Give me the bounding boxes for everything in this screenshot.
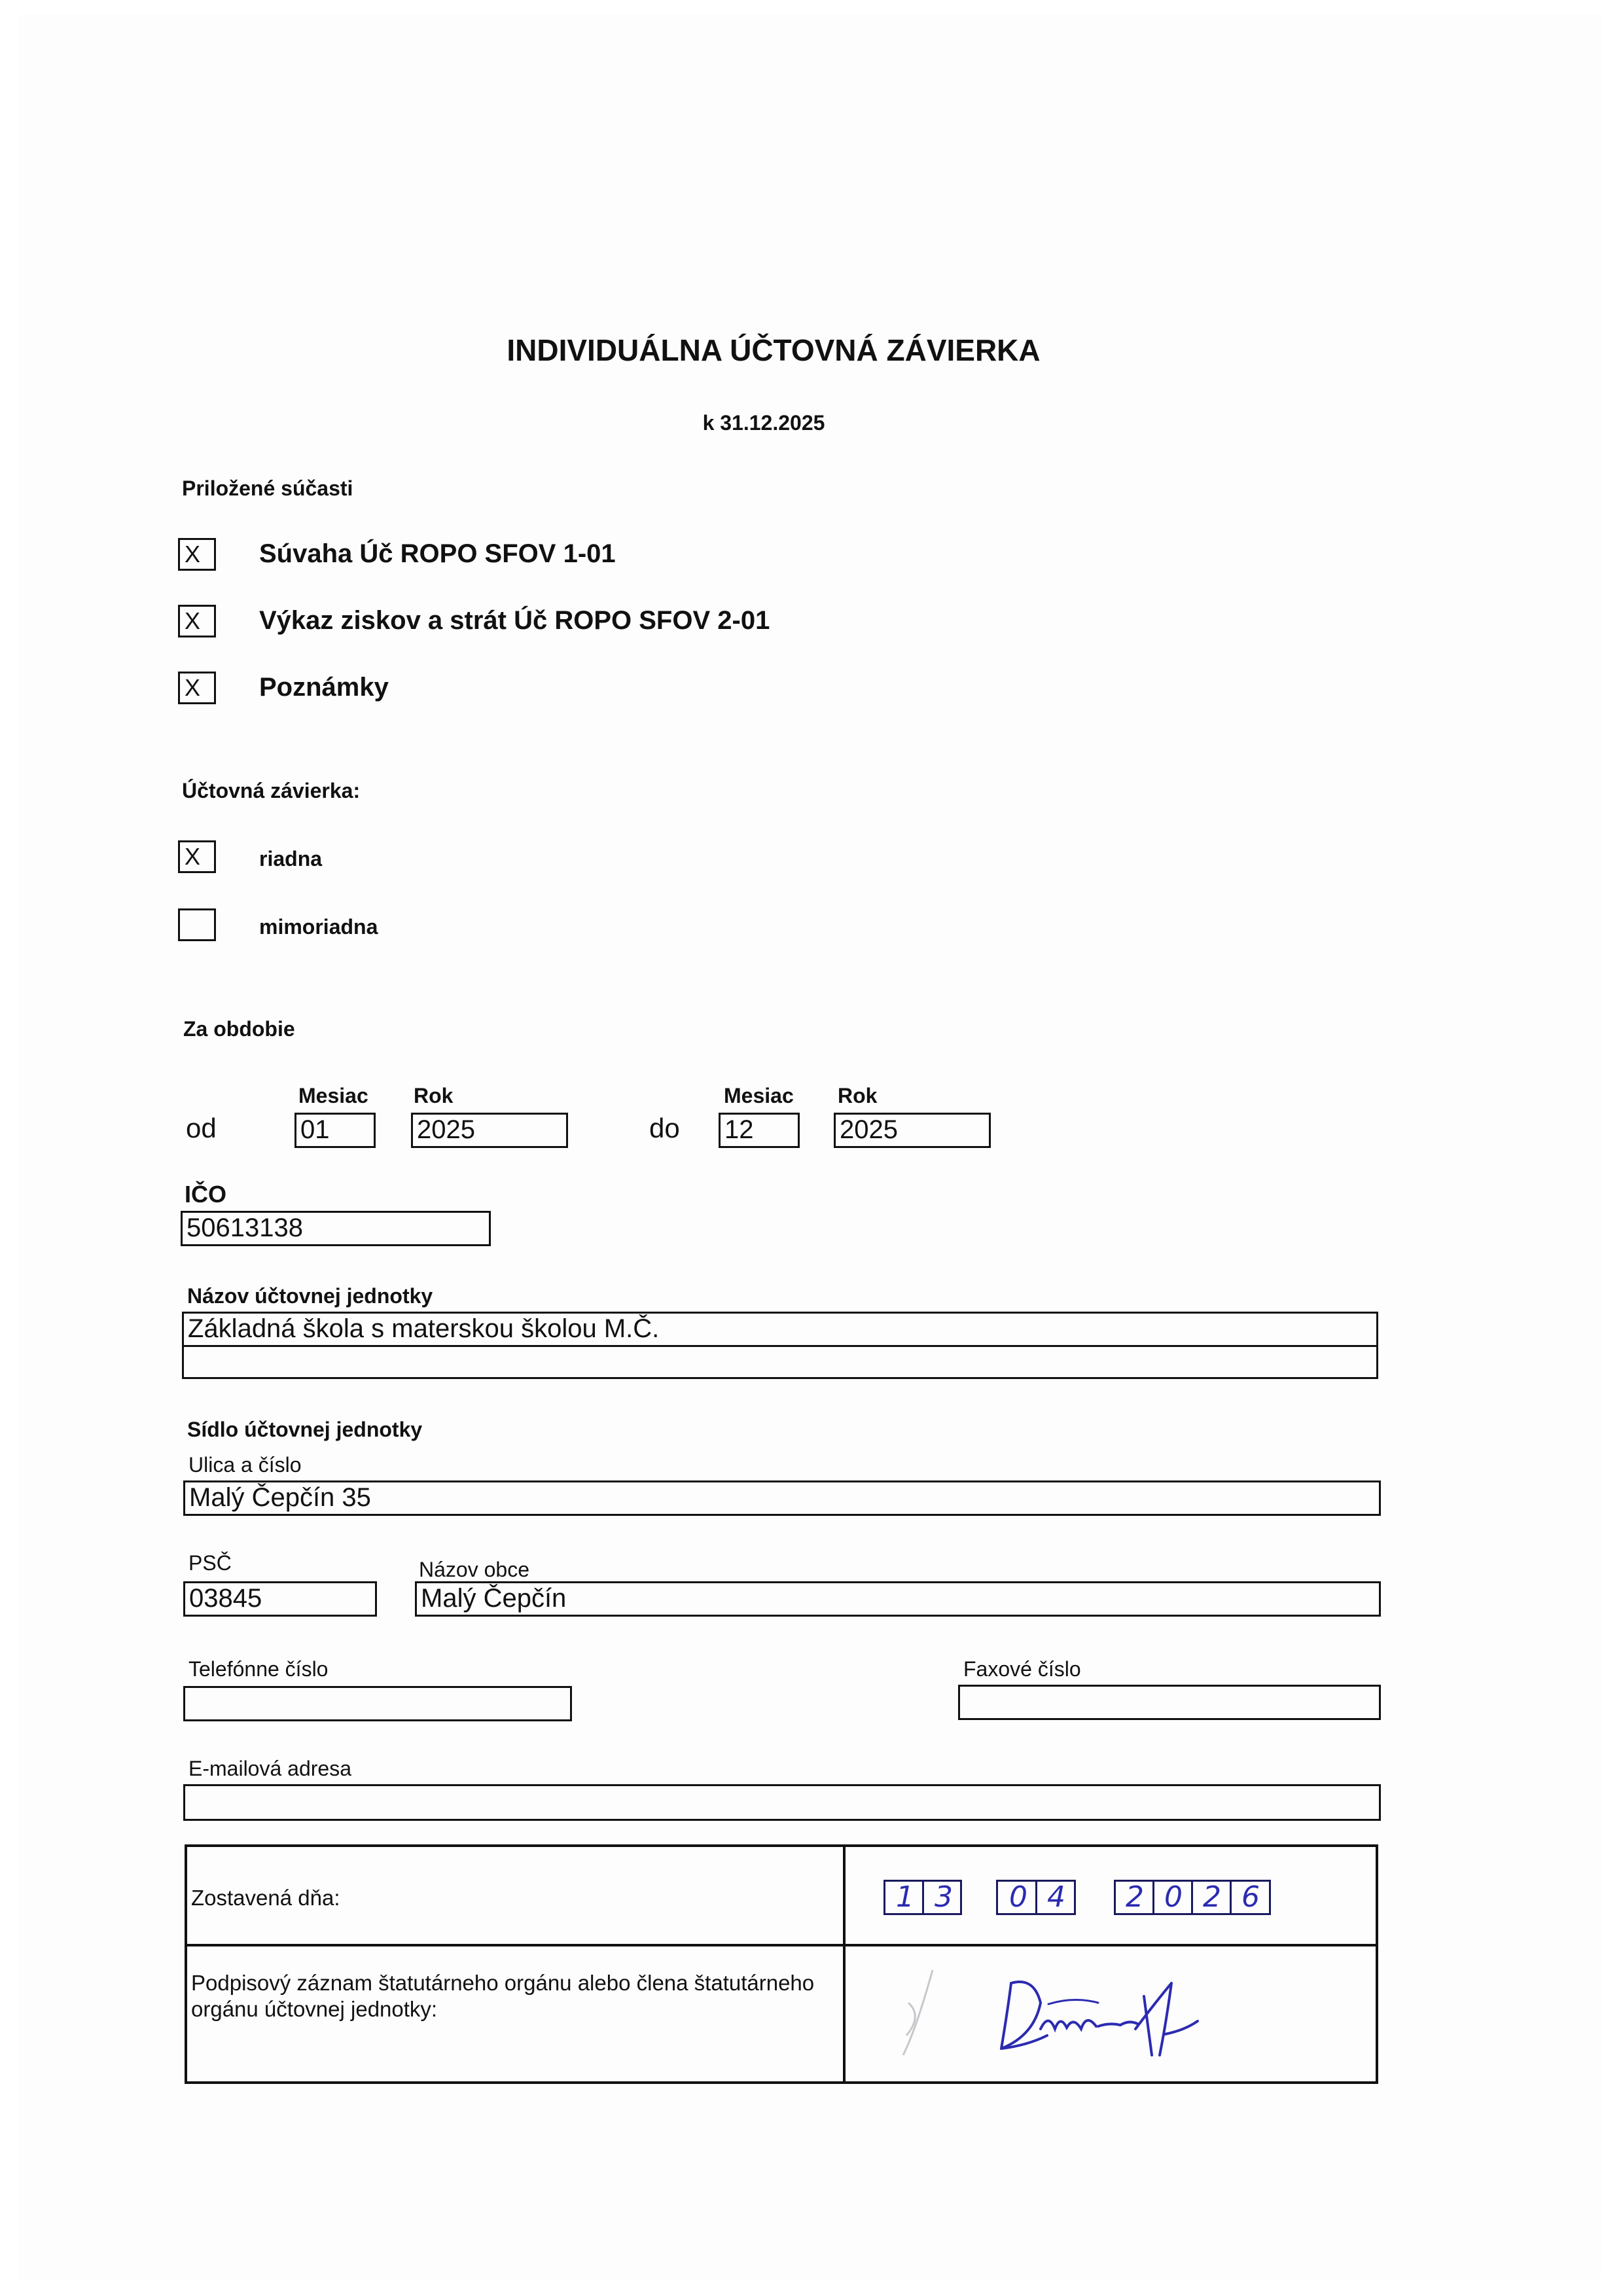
checkbox-suvaha[interactable]: X — [178, 538, 216, 571]
entity-name-line1-field[interactable]: Základná škola s materskou školou M.Č. — [182, 1312, 1378, 1347]
period-from-year-label: Rok — [414, 1084, 454, 1107]
compiled-year-sep-2 — [1191, 1880, 1193, 1915]
compiled-month-digit-1: 0 — [1009, 1880, 1027, 1914]
attachment-label-suvaha: Súvaha Úč ROPO SFOV 1-01 — [259, 539, 616, 568]
closing-label-mimoriadna: mimoriadna — [259, 915, 378, 939]
fax-field[interactable] — [958, 1685, 1381, 1720]
attachment-label-poznamky: Poznámky — [259, 673, 389, 702]
attachment-label-vykaz: Výkaz ziskov a strát Úč ROPO SFOV 2-01 — [259, 606, 770, 635]
checkbox-vykaz[interactable]: X — [178, 605, 216, 637]
compiled-day-sep — [922, 1880, 924, 1915]
compiled-month-digit-2: 4 — [1047, 1880, 1065, 1914]
compiled-day-digit-1: 1 — [896, 1880, 914, 1914]
email-field[interactable] — [183, 1784, 1381, 1821]
period-to-label: do — [649, 1113, 680, 1143]
period-from-month-label: Mesiac — [298, 1084, 368, 1107]
signature-table-divider-h — [185, 1944, 1378, 1946]
period-to-month-label: Mesiac — [724, 1084, 794, 1107]
period-to-year-field[interactable]: 2025 — [834, 1113, 991, 1148]
fax-label: Faxové číslo — [963, 1657, 1081, 1681]
entity-name-line2-field[interactable] — [182, 1345, 1378, 1379]
period-from-month-field[interactable]: 01 — [294, 1113, 376, 1148]
seat-heading: Sídlo účtovnej jednotky — [187, 1418, 423, 1441]
city-field[interactable]: Malý Čepčín — [415, 1581, 1381, 1617]
checkbox-poznamky[interactable]: X — [178, 672, 216, 704]
period-heading: Za obdobie — [183, 1017, 295, 1041]
closing-type-heading: Účtovná závierka: — [182, 779, 361, 802]
period-from-label: od — [186, 1113, 217, 1143]
psc-label: PSČ — [188, 1551, 232, 1575]
document-date: k 31.12.2025 — [702, 411, 825, 435]
ico-field[interactable]: 50613138 — [181, 1211, 491, 1246]
signature-table-divider-v — [843, 1844, 846, 2084]
street-label: Ulica a číslo — [188, 1453, 302, 1477]
compiled-month-sep — [1035, 1880, 1037, 1915]
closing-label-riadna: riadna — [259, 847, 323, 870]
checkbox-mimoriadna[interactable] — [178, 908, 216, 941]
handwritten-signature — [877, 1957, 1243, 2081]
phone-label: Telefónne číslo — [188, 1657, 329, 1681]
street-field[interactable]: Malý Čepčín 35 — [183, 1480, 1381, 1516]
city-label: Názov obce — [419, 1558, 529, 1581]
compiled-year-sep-3 — [1230, 1880, 1232, 1915]
document-title: INDIVIDUÁLNA ÚČTOVNÁ ZÁVIERKA — [507, 333, 1041, 367]
compiled-year-sep-1 — [1152, 1880, 1154, 1915]
compiled-year-digit-3: 2 — [1203, 1880, 1221, 1914]
compiled-year-digit-1: 2 — [1126, 1880, 1144, 1914]
ico-label: IČO — [185, 1181, 227, 1208]
signature-label-line1: Podpisový záznam štatutárneho orgánu alebo člena štatutárneho — [191, 1971, 815, 1995]
compiled-year-digit-4: 6 — [1241, 1880, 1260, 1914]
compiled-year-digit-2: 0 — [1164, 1880, 1183, 1914]
checkbox-riadna[interactable]: X — [178, 840, 216, 873]
psc-field[interactable]: 03845 — [183, 1581, 377, 1617]
compiled-day-digit-2: 3 — [935, 1880, 953, 1914]
attachments-heading: Priložené súčasti — [182, 476, 353, 500]
period-to-month-field[interactable]: 12 — [719, 1113, 800, 1148]
email-label: E-mailová adresa — [188, 1757, 351, 1780]
compiled-label: Zostavená dňa: — [191, 1886, 340, 1910]
phone-field[interactable] — [183, 1686, 572, 1721]
entity-name-label: Názov účtovnej jednotky — [187, 1284, 433, 1308]
period-to-year-label: Rok — [838, 1084, 878, 1107]
signature-label-line2: orgánu účtovnej jednotky: — [191, 1997, 438, 2021]
period-from-year-field[interactable]: 2025 — [411, 1113, 568, 1148]
